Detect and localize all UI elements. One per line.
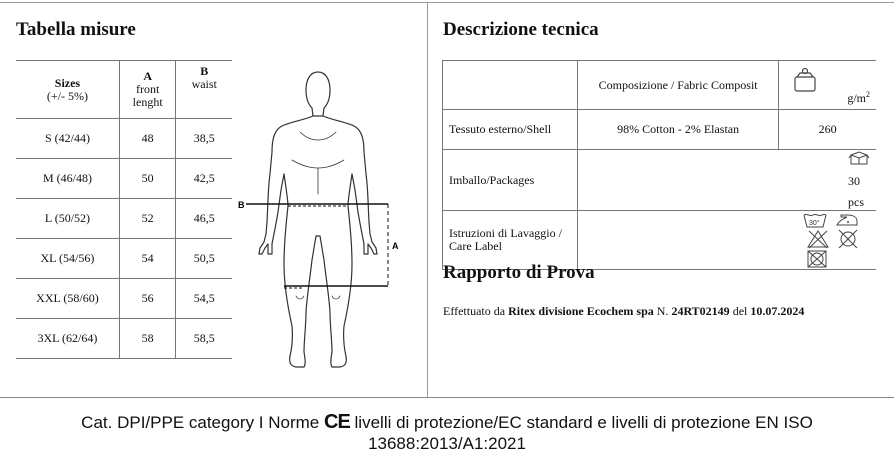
report-number: 24RT02149: [671, 304, 730, 318]
size-cell: L (50/52): [16, 199, 119, 239]
empty-header-cell: [443, 61, 578, 110]
packages-value: 30 pcs: [848, 174, 864, 209]
report-date-label: del: [732, 304, 748, 318]
weight-unit-exp: 2: [866, 90, 870, 99]
table-row: [16, 199, 232, 239]
sizes-header: Sizes (+/- 5%): [16, 61, 119, 119]
wash-30-icon: [802, 211, 828, 229]
table-row: [16, 279, 232, 319]
report-line: [443, 304, 804, 319]
front-length-header: A front lenght: [119, 61, 176, 119]
table-row: [16, 319, 232, 359]
shell-composition: 98% Cotton - 2% Elastan: [578, 110, 779, 150]
front-length-cell: 56: [119, 279, 176, 319]
report-date: 10.07.2024: [750, 304, 805, 318]
weight-unit: g/m: [847, 91, 866, 105]
packages-cell: [578, 150, 877, 211]
tech-table: [442, 60, 876, 270]
body-measurement-figure: [232, 64, 412, 376]
top-border: [0, 2, 894, 3]
wash-temp: 30°: [809, 220, 820, 227]
tech-title: Descrizione tecnica: [443, 19, 599, 40]
tech-header-row: [443, 61, 877, 110]
front-length-cell: 48: [119, 119, 176, 159]
column-divider: [427, 2, 428, 398]
report-prefix: Effettuato da: [443, 304, 506, 318]
weight-icon: [791, 67, 819, 93]
front-length-cell: 54: [119, 239, 176, 279]
label-b: B: [238, 200, 245, 210]
box-icon: [848, 150, 870, 166]
care-label: Istruzioni di Lavaggio / Care Label: [443, 211, 578, 270]
shell-label: Tessuto esterno/Shell: [443, 110, 578, 150]
report-n-label: N.: [656, 304, 669, 318]
table-row: [16, 239, 232, 279]
weight-header: [779, 61, 876, 110]
packages-row: [443, 150, 877, 211]
ce-mark: CE: [324, 411, 350, 433]
waist-cell: 42,5: [176, 159, 232, 199]
size-cell: 3XL (62/64): [16, 319, 119, 359]
care-icons: [578, 211, 877, 270]
table-row: [16, 159, 232, 199]
size-table-header: [16, 61, 232, 119]
shell-weight: 260: [779, 110, 876, 150]
report-lab: Ritex divisione Ecochem spa: [508, 304, 654, 318]
table-row: [16, 119, 232, 159]
shell-row: [443, 110, 877, 150]
waist-cell: 50,5: [176, 239, 232, 279]
size-cell: S (42/44): [16, 119, 119, 159]
waist-cell: 58,5: [176, 319, 232, 359]
footer-standards: [0, 412, 894, 454]
no-dryclean-icon: [837, 229, 859, 249]
size-table-title: Tabella misure: [16, 19, 136, 40]
packages-label: Imballo/Packages: [443, 150, 578, 211]
size-cell: M (46/48): [16, 159, 119, 199]
size-cell: XXL (58/60): [16, 279, 119, 319]
waist-cell: 38,5: [176, 119, 232, 159]
waist-cell: 54,5: [176, 279, 232, 319]
footer-line2: 13688:2013/A1:2021: [368, 434, 526, 453]
no-tumble-dry-icon: [806, 249, 828, 269]
waist-header: B waist: [176, 61, 232, 119]
label-a: A: [392, 241, 399, 251]
report-title: Rapporto di Prova: [443, 262, 595, 283]
front-length-cell: 50: [119, 159, 176, 199]
size-table: [16, 60, 232, 359]
care-row: [443, 211, 877, 270]
no-bleach-icon: [806, 229, 830, 249]
front-length-cell: 52: [119, 199, 176, 239]
footer-line1: Cat. DPI/PPE category I Norme CE livelli di protezione/EC standard e livelli di protezione EN ISO: [81, 411, 813, 433]
composition-header: Composizione / Fabric Composit: [578, 61, 779, 110]
footer-divider: [0, 397, 894, 398]
iron-icon: [835, 211, 859, 229]
size-cell: XL (54/56): [16, 239, 119, 279]
front-length-cell: 58: [119, 319, 176, 359]
waist-cell: 46,5: [176, 199, 232, 239]
